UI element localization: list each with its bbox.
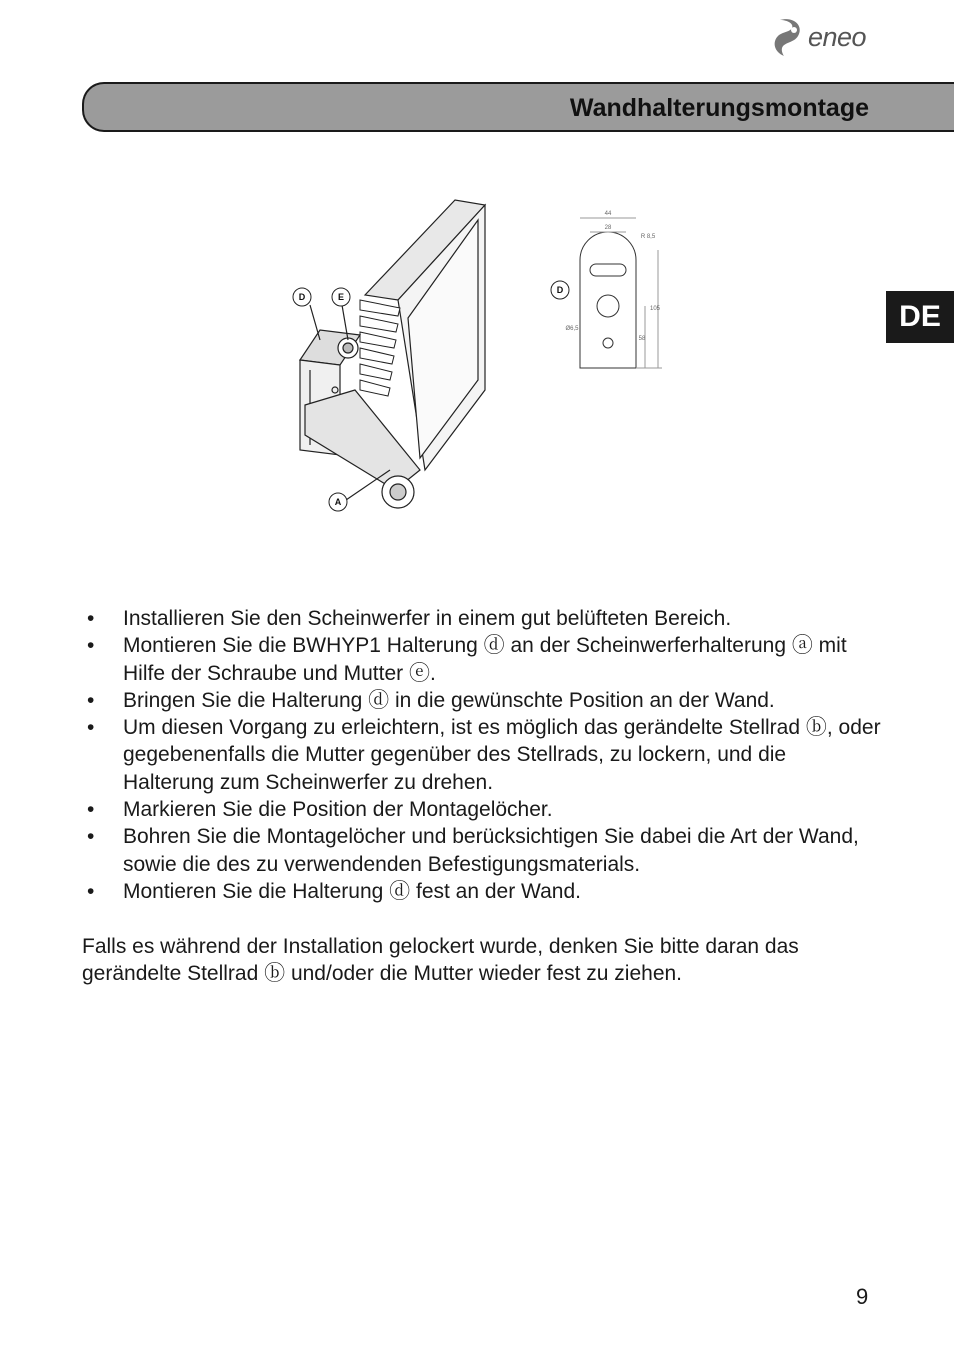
brand-logo-text: eneo [808, 22, 867, 52]
instruction-list [82, 605, 882, 905]
list-item: • Installieren Sie den Scheinwerfer in einem gut belüfteten Bereich. [87, 607, 732, 630]
list-item: • Bringen Sie die Halterung ⓓ in die gewünschte Position an der Wand. [87, 688, 775, 712]
dim-hole: Ø6,5 [565, 326, 579, 332]
bracket-dimension-drawing [580, 218, 662, 368]
list-item: • Montieren Sie die BWHYP1 Halterung ⓓ an der Scheinwerferhalterung ⓐ mit Hilfe der Schraube und Mutter ⓔ. [87, 634, 847, 685]
list-item: • Montieren Sie die Halterung ⓓ fest an der Wand. [87, 879, 581, 903]
dim-r8: R 8,5 [640, 234, 656, 240]
page-number: 9 [856, 1284, 869, 1309]
brand-logo [772, 16, 882, 58]
label-a: A [334, 497, 342, 507]
dim-44: 44 [604, 211, 612, 217]
eneo-logo-icon [772, 16, 806, 58]
language-tab [886, 291, 954, 343]
list-item: • Um diesen Vorgang zu erleichtern, ist es möglich das gerändelte Stellrad ⓑ, oder gegebenenfalls die Mutter gegenüber des Stellrads, zu lockern, und die Halterung zum Scheinwerfer zu drehen. [87, 716, 881, 794]
list-item: • Markieren Sie die Position der Montagelöcher. [87, 798, 553, 822]
label-d-left: D [298, 292, 306, 302]
dim-58: 58 [638, 336, 646, 342]
list-item: • Bohren Sie die Montagelöcher und berücksichtigen Sie dabei die Art der Wand, sowie die des zu verwendenden Befestigungsmaterials. [87, 825, 859, 876]
note-paragraph: Falls es während der Installation gelockert wurde, denken Sie bitte daran das gerändelte Stellrad ⓑ und/oder die Mutter wieder fest zu ziehen. [82, 935, 799, 986]
label-d-right: D [556, 285, 564, 295]
label-e: E [337, 292, 345, 302]
dim-28: 28 [604, 225, 612, 231]
language-tab-label: DE [899, 300, 941, 333]
mounting-diagram [280, 190, 680, 530]
page-title: Wandhalterungsmontage [569, 94, 869, 122]
floodlight-drawing [300, 200, 485, 508]
dim-105: 105 [649, 306, 661, 312]
section-header [82, 82, 954, 132]
